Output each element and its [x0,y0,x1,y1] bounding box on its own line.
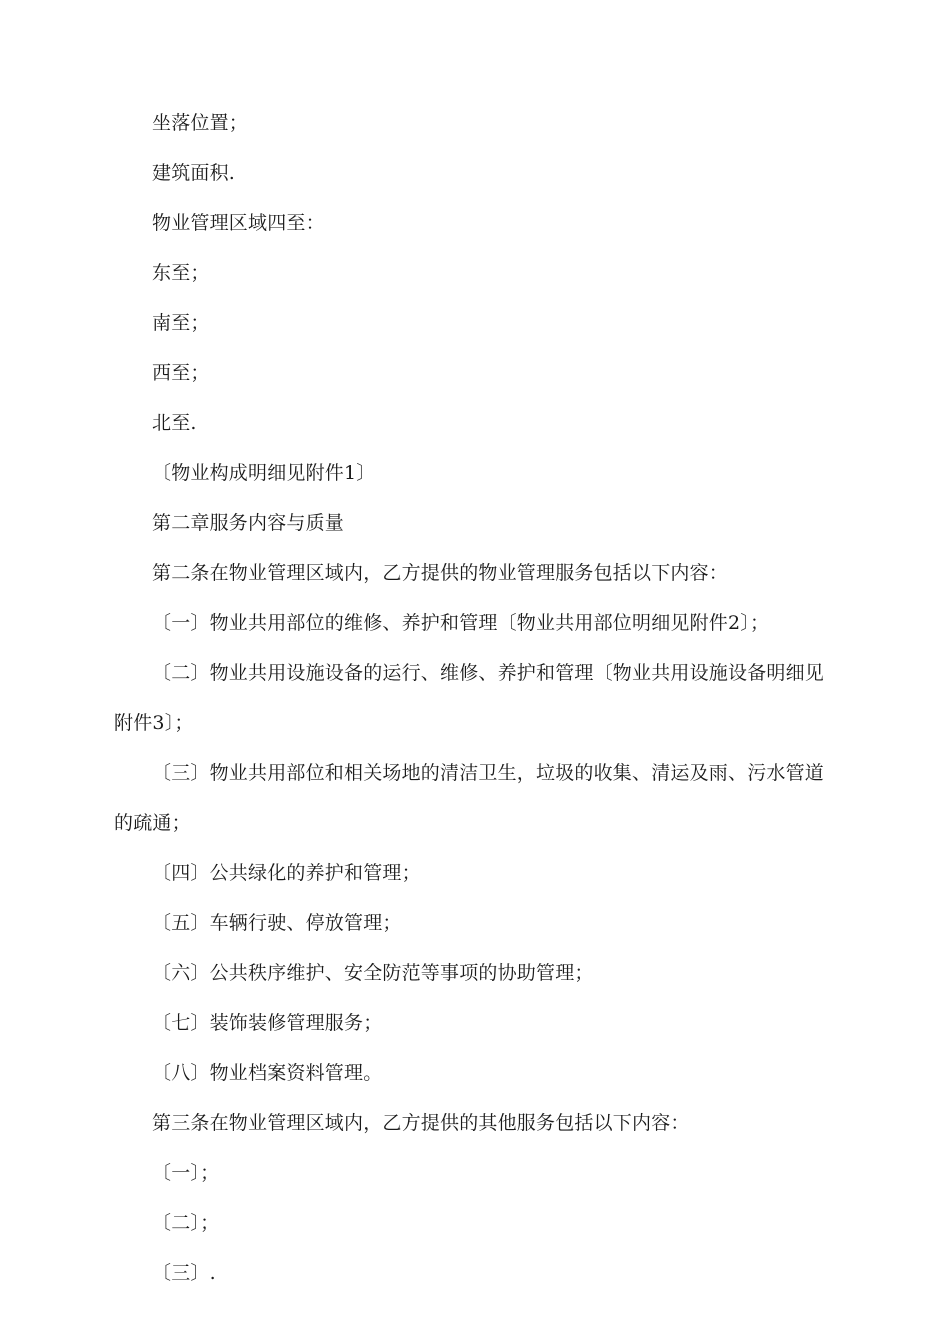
paragraph-north-boundary: 北至. [152,412,197,434]
document-body [114,98,840,1298]
article-2-intro: 第二条在物业管理区域内，乙方提供的物业管理服务包括以下内容： [152,562,729,584]
article-2-item-5: 〔五〕车辆行驶、停放管理； [152,912,402,934]
paragraph-west-boundary: 西至； [152,362,210,384]
chapter-heading: 第二章服务内容与质量 [152,512,345,534]
article-2-item-8: 〔八〕物业档案资料管理。 [152,1062,383,1084]
article-3-intro: 第三条在物业管理区域内，乙方提供的其他服务包括以下内容： [152,1112,690,1134]
article-2-item-6: 〔六〕公共秩序维护、安全防范等事项的协助管理； [152,962,594,984]
article-2-item-3: 〔三〕物业共用部位和相关场地的清洁卫生，垃圾的收集、清运及雨、污水管道的疏通； [114,762,825,834]
paragraph-south-boundary: 南至； [152,312,210,334]
article-3-item-3: 〔三〕. [152,1262,216,1284]
article-2-item-1: 〔一〕物业共用部位的维修、养护和管理〔物业共用部位明细见附件2〕； [152,612,770,634]
paragraph-boundaries-heading: 物业管理区域四至： [152,212,325,234]
paragraph-location: 坐落位置； [152,112,249,134]
paragraph-east-boundary: 东至； [152,262,210,284]
article-3-item-1: 〔一〕； [152,1162,220,1184]
article-3-item-2: 〔二〕； [152,1212,220,1234]
paragraph-building-area: 建筑面积. [152,162,236,184]
paragraph-attachment-1-note: 〔物业构成明细见附件1〕 [152,462,376,484]
article-2-item-4: 〔四〕公共绿化的养护和管理； [152,862,421,884]
article-2-item-2: 〔二〕物业共用设施设备的运行、维修、养护和管理〔物业共用设施设备明细见附件3〕； [114,662,825,734]
article-2-item-7: 〔七〕装饰装修管理服务； [152,1012,383,1034]
